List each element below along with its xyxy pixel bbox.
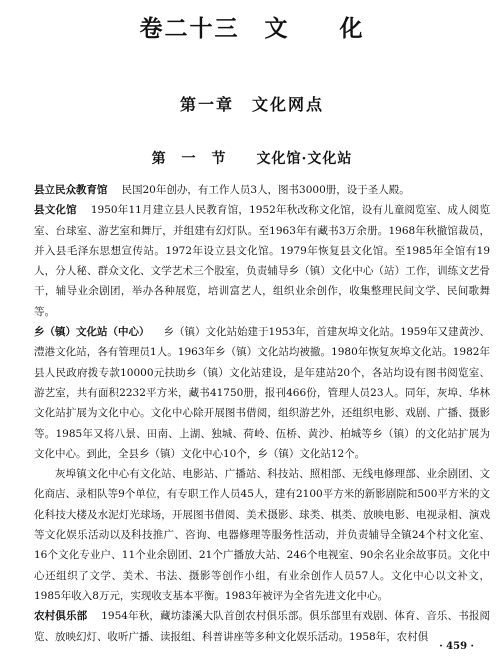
paragraph-text: 1954年秋，藏坊漆溪大队首创农村俱乐部。俱乐部里有戏剧、体育、音乐、书报阅览、放映幻灯、收听广播、读报组、科普讲座等多种文化娱乐活动。1958年，农村俱 xyxy=(34,610,490,643)
paragraph-text: 乡（镇）文化站始建于1953年，首建灰埠文化站。1959年又建黄沙、澧港文化站，各有管理员1人。1963年乡（镇）文化站均被撤。1980年恢复灰埠文化站。1982年县人民政府拨专款10000元扶助乡（镇）文化站建设，是年建站20个，各站均设有图书阅览室、游艺室，共有面积2232平方米，藏书41750册，报刊466份，管理人员23人。同年，灰埠、华林文化站扩展为文化中心。文化中心除开展图书借阅，组织游艺外，还组织电影、戏剧、广播、摄影等。1985年又将八景、田南、上湖、独城、荷岭、伍桥、黄沙、柏城等乡（镇）的文化站扩展为文化中心。到此，全县乡（镇）文化中心10个，乡（镇）文化站12个。 xyxy=(34,326,490,460)
paragraph-text: 1950年11月建立县人民教育馆，1952年秋改称文化馆，设有儿童阅览室、成人阅览室、台球室、游艺室和舞厅，并组建有幻灯队。至1963年有藏书3万余册。1968年秋撤馆裁员，并入县毛泽东思想宣传站。1972年设立县文化馆。1979年恢复县文化馆。至1985年全馆有19人，分人秘、群众文化、文学艺术三个股室，负责辅导乡（镇）文化中心（站）工作，训练文艺骨干，辅导业余剧团，举办各种展览，培训富艺人，组织业余创作，收集整理民间文学、民间歌舞等。 xyxy=(34,204,491,318)
paragraph-minzhong-jiaoyuguan xyxy=(34,180,490,200)
volume-title: 卷二十三 文 化 xyxy=(139,15,365,42)
paragraph-text: 灰埠镇文化中心有文化站、电影站、广播站、科技站、照相部、无线电修理部、业余剧团、文化商店、录相队等9个单位，有专职工作人员45人，建有2100平方米的新影剧院和500平方米的文化科技大楼及水泥灯光球场，开展图书借阅、美术摄影、球类、棋类、放映电影、电视录相、演戏等文化娱乐活动以及科技推广、咨询、电器修理等服务性活动，并负责辅导全镇24个村文化室、16个文化专业户、11个业余剧团、21个广播放大站、246个电视室、90余名业余故事员。文化中心还组织了文学、美术、书法、摄影等创作小组，有业余创作人员57人。文化中心以文补文，1985年收入8万元，实现收支基本平衡。1983年被评为全省先进文化中心。 xyxy=(34,468,490,602)
paragraph-huibu-center xyxy=(34,464,490,606)
paragraph-julebu xyxy=(34,606,490,647)
paragraph-wenhuaguan xyxy=(34,200,490,322)
paragraph-heading: 县立民众教育馆 xyxy=(34,184,108,196)
section-title: 第 一 节 文化馆·文化站 xyxy=(151,151,353,167)
paragraph-heading: 县文化馆 xyxy=(34,204,77,217)
body-text xyxy=(34,180,490,647)
paragraph-heading: 乡（镇）文化站（中心） xyxy=(34,326,150,339)
paragraph-text: 民国20年创办，有工作人员3人，图书3000册，设于圣人殿。 xyxy=(121,184,410,196)
paragraph-wenhuazhan xyxy=(34,322,490,464)
chapter-title: 第一章 文化网点 xyxy=(179,95,324,114)
page-number: · 459 · xyxy=(439,641,474,652)
paragraph-heading: 农村俱乐部 xyxy=(34,610,88,623)
